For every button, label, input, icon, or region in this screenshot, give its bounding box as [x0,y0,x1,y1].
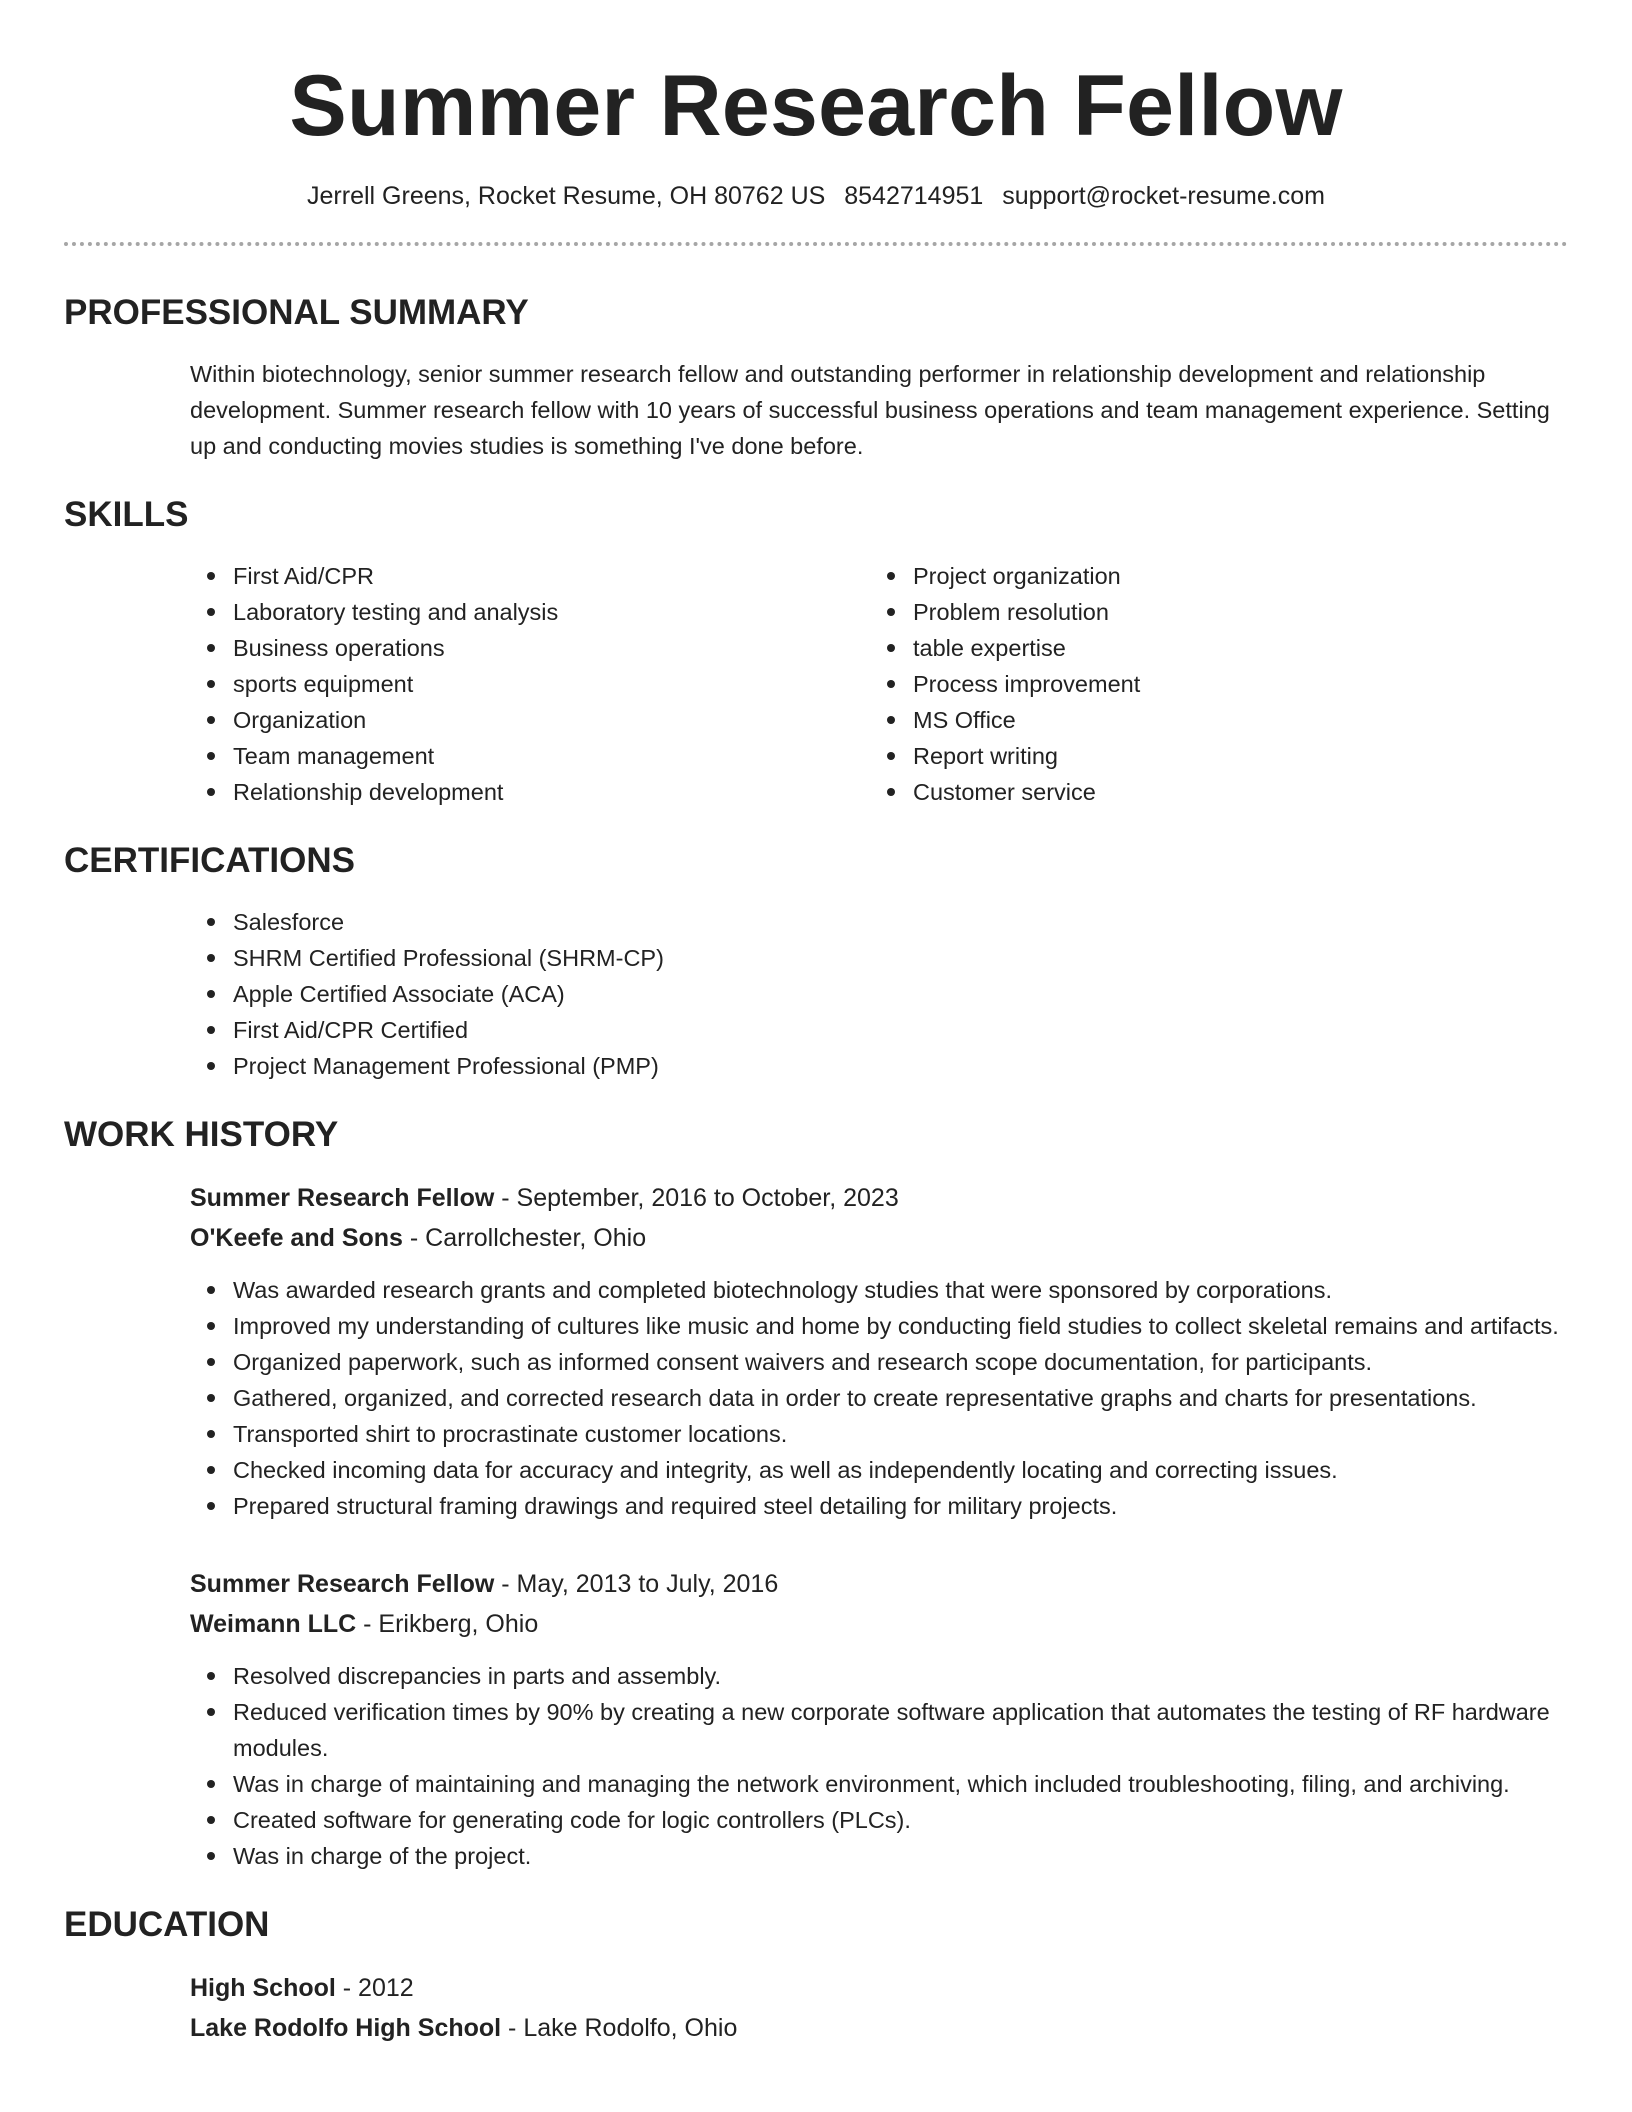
header-divider [64,242,1568,246]
skill-item: Laboratory testing and analysis [190,594,870,630]
skill-item: Team management [190,738,870,774]
education-school-line [190,2008,1568,2048]
certifications-heading: CERTIFICATIONS [64,841,356,880]
job-role-line [190,1564,1568,1604]
job-bullet: Checked incoming data for accuracy and integrity, as well as independently locating and correcting issues. [190,1452,1568,1488]
certification-item: Apple Certified Associate (ACA) [190,976,1568,1012]
certifications-section [64,840,1568,1084]
contact-phone: 8542714951 [844,182,984,210]
skills-list-left [190,558,870,810]
skill-item: Problem resolution [870,594,1550,630]
work-section [64,1114,1568,1874]
skill-item: sports equipment [190,666,870,702]
education-school: Lake Rodolfo High School [190,2014,502,2042]
contact-email: support@rocket-resume.com [1002,182,1325,210]
job-role: Summer Research Fellow [190,1570,495,1598]
resume-page [64,0,1568,2048]
job-bullet: Organized paperwork, such as informed consent waivers and research scope documentation, for participants. [190,1344,1568,1380]
skill-item: Project organization [870,558,1550,594]
job-bullets [190,1272,1568,1524]
certification-item: First Aid/CPR Certified [190,1012,1568,1048]
job-bullets [190,1658,1568,1874]
job-dates: - May, 2013 to July, 2016 [494,1570,779,1598]
job-bullet: Gathered, organized, and corrected research data in order to create representative graphs and charts for presentations. [190,1380,1568,1416]
job-bullet: Was in charge of maintaining and managing the network environment, which included troubleshooting, filing, and archiving. [190,1766,1568,1802]
skill-item: First Aid/CPR [190,558,870,594]
job-bullet: Transported shirt to procrastinate customer locations. [190,1416,1568,1452]
skills-columns [190,558,1568,810]
job-location: - Carrollchester, Ohio [402,1224,647,1252]
skill-item: table expertise [870,630,1550,666]
education-degree: High School [190,1974,336,2002]
certification-item: SHRM Certified Professional (SHRM-CP) [190,940,1568,976]
skills-section [64,494,1568,810]
education-heading: EDUCATION [64,1905,270,1944]
education-year: - 2012 [335,1974,414,2002]
job-bullet: Was awarded research grants and completed biotechnology studies that were sponsored by corporations. [190,1272,1568,1308]
certification-item: Salesforce [190,904,1568,940]
skills-list-right [870,558,1550,810]
job-bullet: Created software for generating code for logic controllers (PLCs). [190,1802,1568,1838]
education-degree-line [190,1968,1568,2008]
job-bullet: Reduced verification times by 90% by creating a new corporate software application that automates the testing of RF hardware modules. [190,1694,1568,1766]
summary-heading: PROFESSIONAL SUMMARY [64,293,529,332]
skill-item: Process improvement [870,666,1550,702]
education-section [64,1904,1568,2048]
skill-item: MS Office [870,702,1550,738]
job-bullet: Resolved discrepancies in parts and assembly. [190,1658,1568,1694]
education-location: - Lake Rodolfo, Ohio [501,2014,738,2042]
certifications-list [190,904,1568,1084]
job-bullet: Prepared structural framing drawings and required steel detailing for military projects. [190,1488,1568,1524]
job-bullet: Improved my understanding of cultures like music and home by conducting field studies to collect skeletal remains and artifacts. [190,1308,1568,1344]
certification-item: Project Management Professional (PMP) [190,1048,1568,1084]
job-company-line [190,1604,1568,1644]
job-role-line [190,1178,1568,1218]
skill-item: Organization [190,702,870,738]
job-location: - Erikberg, Ohio [356,1610,539,1638]
skills-heading: SKILLS [64,495,189,534]
job-company-line [190,1218,1568,1258]
contact-line [64,180,1568,212]
job-bullet: Was in charge of the project. [190,1838,1568,1874]
skill-item: Relationship development [190,774,870,810]
skill-item: Customer service [870,774,1550,810]
skill-item: Business operations [190,630,870,666]
work-heading: WORK HISTORY [64,1115,339,1154]
job-entry [190,1564,1568,1874]
job-role: Summer Research Fellow [190,1184,495,1212]
education-entry [190,1968,1568,2048]
job-entry [190,1178,1568,1524]
job-company: Weimann LLC [190,1610,357,1638]
contact-address: Jerrell Greens, Rocket Resume, OH 80762 US [307,182,826,210]
job-dates: - September, 2016 to October, 2023 [494,1184,899,1212]
skill-item: Report writing [870,738,1550,774]
summary-section [64,292,1568,464]
summary-text: Within biotechnology, senior summer research fellow and outstanding performer in relationship development and relationship development. Summer research fellow with 10 years of successful business operations and team management experience. Setting up and conducting movies studies is something I've done before. [190,361,1550,459]
job-company: O'Keefe and Sons [190,1224,403,1252]
resume-title: Summer Research Fellow [289,58,1343,154]
